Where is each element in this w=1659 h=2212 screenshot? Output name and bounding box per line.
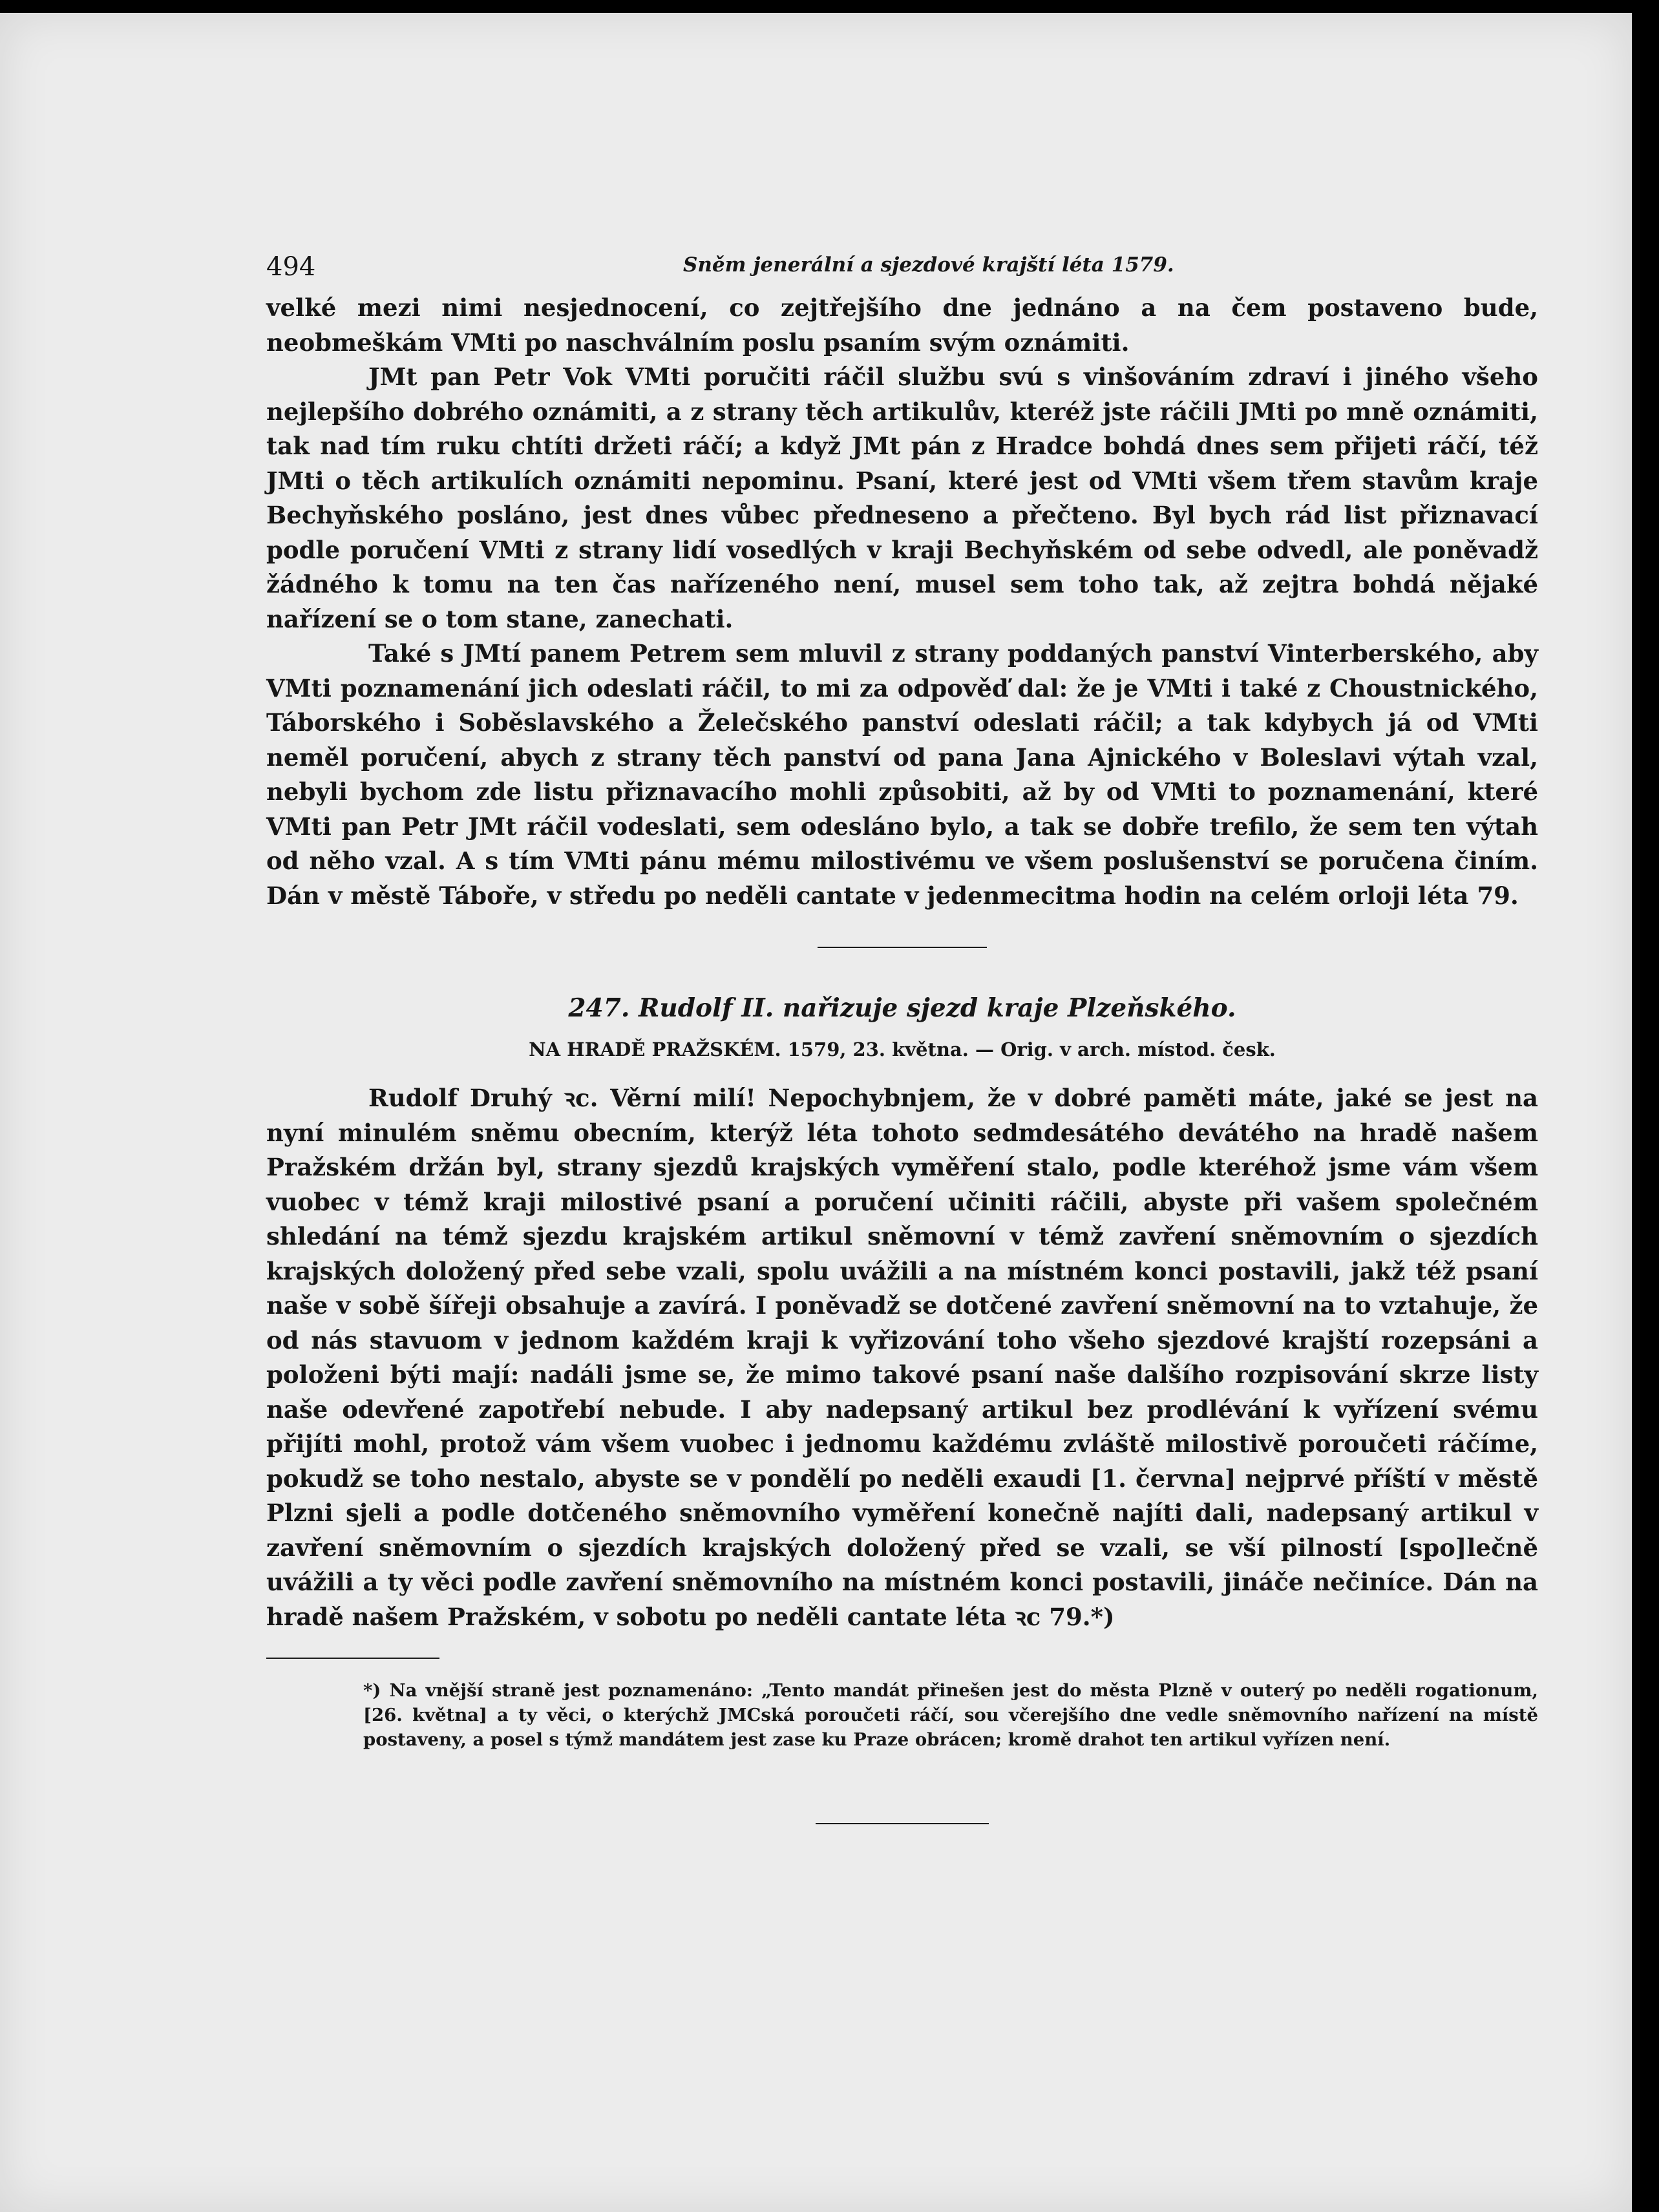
document-text <box>266 1081 1538 1634</box>
page-number: 494 <box>266 252 316 282</box>
paragraph: Také s JMtí panem Petrem sem mluvil z strany poddaných panství Vinterberského, aby VMti poznamenání jich odeslati ráčil, to mi za odpověď dal: že je VMti i také z Choustnického, Táborského i Soběslavského a Želečského panství odeslati ráčil; a tak kdybych já od VMti neměl poručení, abych z strany těch panství od pana Jana Ajnického v Boleslavi výtah vzal, nebyli bychom zde listu přiznavacího mohli způsobiti, až by od VMti to poznamenání, které VMti pan Petr JMt ráčil vodeslati, sem odesláno bylo, a tak se dobře trefilo, že sem ten výtah od něho vzal. A s tím VMti pánu mému milostivému ve všem poslušenství se poručena činím. Dán v městě Táboře, v středu po neděli cantate v jedenmecitma hodin na celém orloji léta 79. <box>266 639 1538 910</box>
scanned-page <box>0 13 1632 2212</box>
document-source-line: NA HRADĚ PRAŽSKÉM. 1579, 23. května. — Orig. v arch. místod. česk. <box>529 1038 1276 1060</box>
running-title: Sněm jenerální a sjezdové krajští léta 1579. <box>683 253 1174 277</box>
letter-continuation <box>266 291 1538 913</box>
footnote: *) Na vnější straně jest poznamenáno: „Tento mandát přinešen jest do města Plzně v outerý po neděli rogationum, [26. května] a ty věci, o kterýchž JMCská poroučeti ráčí, sou včerejšího dne vedle sněmovního nařízení na místě postaveny, a posel s týmž mandátem jest zase ku Praze obrácen; kromě drahot ten artikul vyřízen není. <box>363 1680 1538 1750</box>
document-heading: 247. Rudolf II. nařizuje sjezd kraje Plzeňského. <box>568 993 1236 1023</box>
paragraph: Rudolf Druhý ꝛc. Věrní milí! Nepochybnjem, že v dobré paměti máte, jaké se jest na nyní minulém sněmu obecním, kterýž léta tohoto sedmdesátého devátého na hradě našem Pražském držán byl, strany sjezdů krajských vyměření stalo, podle kteréhož jsme vám všem vuobec v témž kraji milostivé psaní a poručení učiniti ráčili, abyste při vašem společném shledání na témž sjezdu krajském artikul sněmovní v témž zavření sněmovním o sjezdích krajských doložený před sebe vzali, spolu uvážili a na místném konci postavili, jakž též psaní naše v sobě šířeji obsahuje a zavírá. I poněvadž se dotčené zavření sněmovní na to vztahuje, že od nás stavuom v jednom každém kraji k vyřizování toho všeho sjezdové krajští rozepsáni a položeni býti mají: nadáli jsme se, že mimo takové psaní naše dalšího rozpisování skrze listy naše odevřené zapotřebí nebude. I aby nadepsaný artikul bez prodlévání k vyřízení svému přijíti mohl, protož vám všem vuobec i jednomu každému zvláště milostivě poroučeti ráčíme, pokudž se toho nestalo, abyste se v pondělí po neděli exaudi [1. června] nejprvé příští v městě Plzni sjeli a podle dotčeného sněmovního vyměření konečně najíti dali, nadepsaný artikul v zavření sněmovním o sjezdích krajských doložený před se vzali, se vší pilností [spo]lečně uvážili a ty věci podle zavření sněmovního na místném konci postavili, jináče nečiníce. Dán na hradě našem Pražském, v sobotu po neděli cantate léta ꝛc 79.*) <box>266 1084 1538 1631</box>
paragraph: velké mezi nimi nesjednocení, co zejtřejšího dne jednáno a na čem postaveno bude, neobmeškám VMti po naschválním poslu psaním svým oznámiti. <box>266 293 1538 357</box>
section-divider <box>818 947 987 948</box>
page-content <box>266 246 1538 1824</box>
paragraph: JMt pan Petr Vok VMti poručiti ráčil službu svú s vinšováním zdraví i jiného všeho nejlepšího dobrého oznámiti, a z strany těch artikulův, kteréž jste ráčili JMti po mně oznámiti, tak nad tím ruku chtíti držeti ráčí; a když JMt pán z Hradce bohdá dnes sem přijeti ráčí, též JMti o těch artikulích oznámiti nepominu. Psaní, které jest od VMti všem třem stavům kraje Bechyňského posláno, jest dnes vůbec předneseno a přečteno. Byl bych rád list přiznavací podle poručení VMti z strany lidí vosedlých v kraji Bechyňském od sebe odvedl, ale poněvadž žádného k tomu na ten čas nařízeného není, musel sem toho tak, až zejtra bohdá nějaké nařízení se o tom stane, zanechati. <box>266 363 1538 633</box>
end-divider <box>816 1823 989 1824</box>
footnote-divider <box>266 1658 439 1659</box>
running-header <box>266 246 1538 291</box>
